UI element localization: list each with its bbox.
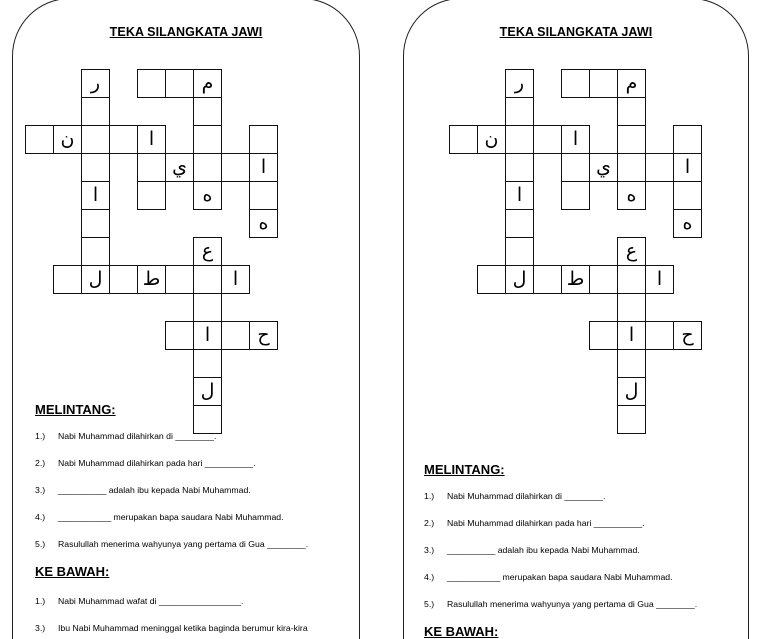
crossword-cell[interactable] bbox=[477, 265, 506, 294]
crossword-cell[interactable]: ن bbox=[477, 125, 506, 154]
crossword-cell[interactable] bbox=[617, 265, 646, 294]
crossword-cell[interactable]: ح bbox=[249, 321, 278, 350]
crossword-cell[interactable] bbox=[193, 349, 222, 378]
crossword-cell[interactable]: ه bbox=[673, 209, 702, 238]
crossword-cell[interactable] bbox=[645, 321, 674, 350]
clue-text: Ibu Nabi Muhammad meninggal ketika baginda berumur kira-kira bbox=[58, 623, 308, 633]
crossword-cell[interactable]: ا bbox=[137, 125, 166, 154]
crossword-cell[interactable] bbox=[81, 237, 110, 266]
crossword-cell[interactable] bbox=[165, 265, 194, 294]
crossword-cell[interactable]: م bbox=[193, 69, 222, 98]
crossword-cell[interactable]: ا bbox=[645, 265, 674, 294]
crossword-cell[interactable] bbox=[617, 405, 646, 434]
crossword-cell[interactable] bbox=[617, 153, 646, 182]
clue-number: 3.) bbox=[424, 545, 435, 555]
crossword-cell[interactable]: ي bbox=[589, 153, 618, 182]
crossword-cell[interactable] bbox=[109, 265, 138, 294]
crossword-cell[interactable] bbox=[81, 97, 110, 126]
clue-item bbox=[424, 599, 697, 609]
clue-item bbox=[35, 485, 251, 495]
crossword-cell[interactable] bbox=[505, 97, 534, 126]
crossword-cell[interactable] bbox=[589, 265, 618, 294]
clue-item bbox=[424, 518, 645, 528]
crossword-cell[interactable] bbox=[53, 265, 82, 294]
clue-number: 1.) bbox=[35, 431, 46, 441]
crossword-cell[interactable] bbox=[449, 125, 478, 154]
clue-text: Nabi Muhammad dilahirkan di ________. bbox=[58, 431, 217, 441]
clue-text: Rasulullah menerima wahyunya yang pertama di Gua ________. bbox=[58, 539, 309, 549]
crossword-cell[interactable] bbox=[193, 125, 222, 154]
crossword-cell[interactable] bbox=[137, 181, 166, 210]
crossword-cell[interactable] bbox=[561, 181, 590, 210]
crossword-cell[interactable] bbox=[81, 125, 110, 154]
clue-number: 3.) bbox=[35, 623, 46, 633]
crossword-cell[interactable]: ر bbox=[81, 69, 110, 98]
worksheet-left bbox=[12, 0, 360, 639]
clue-number: 4.) bbox=[424, 572, 435, 582]
clue-text: __________ adalah ibu kepada Nabi Muhammad. bbox=[58, 485, 251, 495]
crossword-cell[interactable] bbox=[561, 69, 590, 98]
crossword-cell[interactable] bbox=[81, 153, 110, 182]
crossword-cell[interactable] bbox=[589, 321, 618, 350]
crossword-cell[interactable] bbox=[165, 69, 194, 98]
crossword-cell[interactable]: ا bbox=[561, 125, 590, 154]
crossword-cell[interactable] bbox=[249, 181, 278, 210]
crossword-cell[interactable]: ع bbox=[193, 237, 222, 266]
crossword-cell[interactable]: م bbox=[617, 69, 646, 98]
crossword-cell[interactable] bbox=[505, 209, 534, 238]
crossword-cell[interactable]: ل bbox=[193, 377, 222, 406]
crossword-cell[interactable] bbox=[221, 321, 250, 350]
crossword-cell[interactable]: ه bbox=[249, 209, 278, 238]
crossword-cell[interactable] bbox=[221, 153, 250, 182]
crossword-cell[interactable] bbox=[193, 405, 222, 434]
crossword-cell[interactable] bbox=[193, 293, 222, 322]
clue-item bbox=[35, 512, 284, 522]
crossword-cell[interactable] bbox=[137, 69, 166, 98]
crossword-cell[interactable] bbox=[165, 321, 194, 350]
clue-number: 5.) bbox=[35, 539, 46, 549]
clue-item bbox=[35, 596, 243, 606]
crossword-cell[interactable]: ط bbox=[561, 265, 590, 294]
clue-number: 3.) bbox=[35, 485, 46, 495]
clue-text: Nabi Muhammad dilahirkan di ________. bbox=[447, 491, 606, 501]
crossword-cell[interactable] bbox=[193, 153, 222, 182]
clue-item bbox=[35, 458, 256, 468]
crossword-cell[interactable]: ل bbox=[617, 377, 646, 406]
crossword-cell[interactable] bbox=[673, 125, 702, 154]
crossword-cell[interactable] bbox=[505, 237, 534, 266]
crossword-cell[interactable] bbox=[137, 153, 166, 182]
clue-number: 2.) bbox=[35, 458, 46, 468]
crossword-cell[interactable] bbox=[589, 69, 618, 98]
crossword-cell[interactable]: ه bbox=[193, 181, 222, 210]
kebawah-heading: KE BAWAH: bbox=[35, 564, 110, 579]
worksheet-title: TEKA SILANGKATA JAWI bbox=[499, 25, 653, 39]
crossword-cell[interactable]: ا bbox=[673, 153, 702, 182]
clue-text: Rasulullah menerima wahyunya yang pertama di Gua ________. bbox=[447, 599, 698, 609]
clue-number: 4.) bbox=[35, 512, 46, 522]
clue-item bbox=[424, 545, 640, 555]
crossword-cell[interactable] bbox=[673, 181, 702, 210]
clue-item bbox=[35, 539, 308, 549]
clue-item bbox=[35, 431, 216, 441]
crossword-cell[interactable]: ا bbox=[221, 265, 250, 294]
clue-item bbox=[424, 491, 605, 501]
crossword-cell[interactable]: ط bbox=[137, 265, 166, 294]
melintang-heading: MELINTANG: bbox=[35, 402, 116, 417]
crossword-cell[interactable] bbox=[193, 97, 222, 126]
crossword-cell[interactable]: ه bbox=[617, 181, 646, 210]
clue-item bbox=[424, 572, 673, 582]
crossword-cell[interactable] bbox=[505, 125, 534, 154]
crossword-cell[interactable]: ن bbox=[53, 125, 82, 154]
crossword-cell[interactable] bbox=[617, 293, 646, 322]
crossword-cell[interactable] bbox=[533, 125, 562, 154]
worksheet-title: TEKA SILANGKATA JAWI bbox=[109, 25, 263, 39]
crossword-cell[interactable]: ا bbox=[505, 181, 534, 210]
crossword-cell[interactable] bbox=[617, 125, 646, 154]
crossword-cell[interactable]: ح bbox=[673, 321, 702, 350]
crossword-cell[interactable] bbox=[25, 125, 54, 154]
crossword-cell[interactable] bbox=[533, 265, 562, 294]
clue-text: Nabi Muhammad wafat di _________________. bbox=[58, 596, 244, 606]
crossword-cell[interactable]: ع bbox=[617, 237, 646, 266]
crossword-cell[interactable] bbox=[505, 153, 534, 182]
crossword-cell[interactable] bbox=[617, 97, 646, 126]
crossword-cell[interactable]: ا bbox=[193, 321, 222, 350]
clue-number: 2.) bbox=[424, 518, 435, 528]
crossword-cell[interactable]: ل bbox=[505, 265, 534, 294]
crossword-cell[interactable]: ا bbox=[617, 321, 646, 350]
worksheet-right bbox=[403, 0, 749, 639]
crossword-cell[interactable]: ل bbox=[81, 265, 110, 294]
crossword-cell[interactable]: ي bbox=[165, 153, 194, 182]
clue-item bbox=[35, 623, 308, 633]
clue-text: Nabi Muhammad dilahirkan pada hari __________. bbox=[447, 518, 645, 528]
crossword-cell[interactable] bbox=[249, 125, 278, 154]
crossword-cell[interactable] bbox=[645, 153, 674, 182]
crossword-cell[interactable]: ر bbox=[505, 69, 534, 98]
clue-text: ___________ merupakan bapa saudara Nabi Muhammad. bbox=[447, 572, 673, 582]
crossword-cell[interactable] bbox=[193, 265, 222, 294]
clue-text: __________ adalah ibu kepada Nabi Muhammad. bbox=[447, 545, 640, 555]
clue-number: 1.) bbox=[35, 596, 46, 606]
crossword-cell[interactable] bbox=[617, 349, 646, 378]
clue-number: 1.) bbox=[424, 491, 435, 501]
crossword-cell[interactable] bbox=[561, 153, 590, 182]
crossword-cell[interactable]: ا bbox=[81, 181, 110, 210]
kebawah-heading: KE BAWAH: bbox=[424, 624, 499, 639]
clue-text: Nabi Muhammad dilahirkan pada hari __________. bbox=[58, 458, 256, 468]
melintang-heading: MELINTANG: bbox=[424, 462, 505, 477]
crossword-cell[interactable] bbox=[109, 125, 138, 154]
clue-number: 5.) bbox=[424, 599, 435, 609]
crossword-cell[interactable]: ا bbox=[249, 153, 278, 182]
crossword-cell[interactable] bbox=[81, 209, 110, 238]
clue-text: ___________ merupakan bapa saudara Nabi Muhammad. bbox=[58, 512, 284, 522]
